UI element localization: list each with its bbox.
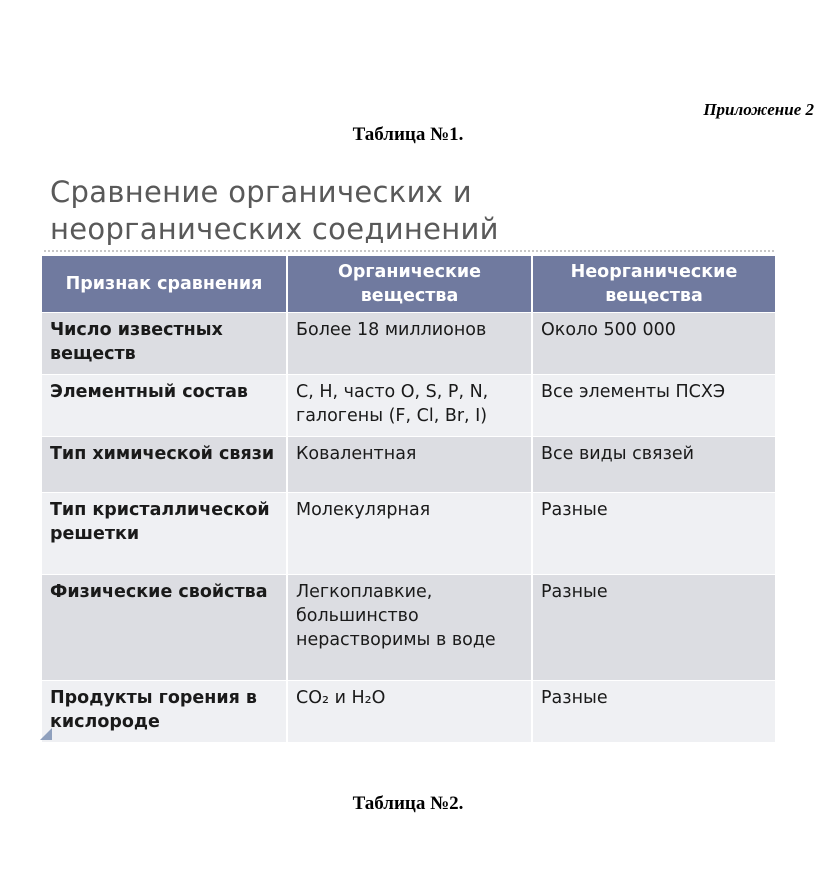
comparison-table	[42, 256, 777, 742]
row-inorganic: Разные	[532, 493, 776, 575]
row-feature: Число известных веществ	[42, 313, 287, 375]
table-header-row	[42, 256, 776, 313]
row-organic: Молекулярная	[287, 493, 532, 575]
title-divider	[44, 250, 774, 252]
row-organic: C, H, часто O, S, P, N, галогены (F, Cl, Br, I)	[287, 375, 532, 437]
table-row	[42, 575, 776, 681]
row-inorganic: Разные	[532, 575, 776, 681]
row-feature: Тип кристаллической решетки	[42, 493, 287, 575]
row-organic: CO₂ и H₂O	[287, 681, 532, 743]
table-row	[42, 437, 776, 493]
row-feature: Тип химической связи	[42, 437, 287, 493]
appendix-label: Приложение 2	[703, 100, 814, 119]
table-row	[42, 313, 776, 375]
row-organic: Легкоплавкие, большинство нерастворимы в воде	[287, 575, 532, 681]
row-inorganic: Около 500 000	[532, 313, 776, 375]
corner-triangle-icon	[40, 728, 52, 740]
row-inorganic: Все элементы ПСХЭ	[532, 375, 776, 437]
row-feature: Продукты горения в кислороде	[42, 681, 287, 743]
table2-caption: Таблица №2.	[352, 793, 464, 814]
row-organic: Ковалентная	[287, 437, 532, 493]
row-feature: Физические свойства	[42, 575, 287, 681]
header-inorganic: Неорганические вещества	[532, 256, 776, 313]
row-feature: Элементный состав	[42, 375, 287, 437]
table-row	[42, 493, 776, 575]
table-row	[42, 375, 776, 437]
row-inorganic: Разные	[532, 681, 776, 743]
row-organic: Более 18 миллионов	[287, 313, 532, 375]
header-feature: Признак сравнения	[42, 256, 287, 313]
table1-caption: Таблица №1.	[352, 124, 464, 145]
header-organic: Органические вещества	[287, 256, 532, 313]
slide-title-line2: неорганических соединений	[50, 212, 499, 246]
table-row	[42, 681, 776, 743]
slide-title-line1: Сравнение органических и	[50, 175, 472, 209]
comparison-slide	[40, 168, 776, 743]
slide-title	[50, 174, 770, 248]
row-inorganic: Все виды связей	[532, 437, 776, 493]
